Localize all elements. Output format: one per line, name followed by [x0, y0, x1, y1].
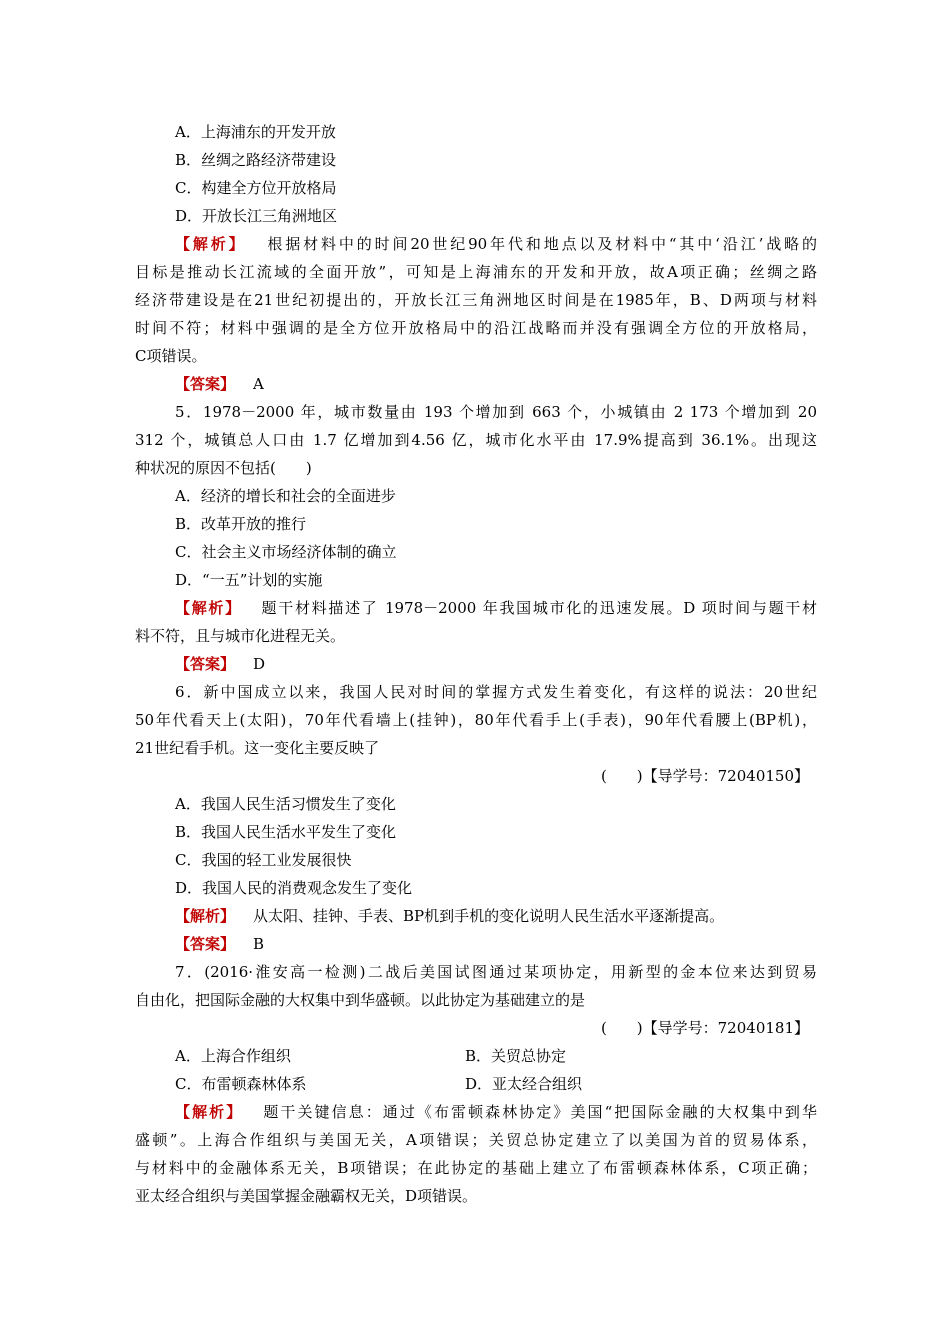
- q7-options-row: [135, 1042, 817, 1070]
- q4-analysis-line: 时间不符；材料中强调的是全方位开放格局中的沿江战略而并没有强调全方位的开放格局，: [135, 319, 817, 337]
- q6-analysis-first-line: [135, 902, 817, 930]
- q6-option-c: C．我国的轻工业发展很快: [175, 851, 352, 869]
- analysis-label: 【解析】: [175, 907, 236, 925]
- analysis-label: 【解析】: [175, 599, 242, 617]
- q4-option-a: A．上海浦东的开发开放: [175, 123, 336, 141]
- q5-option-d: D．“一五”计划的实施: [175, 571, 323, 589]
- q5-option-a: A．经济的增长和社会的全面进步: [175, 487, 396, 505]
- q6-answer: [135, 930, 817, 958]
- q5-option-c: C．社会主义市场经济体制的确立: [175, 543, 397, 561]
- q4-analysis-line: C项错误。: [135, 347, 207, 365]
- q5-stem-line: 5．1978－2000 年，城市数量由 193 个增加到 663 个，小城镇由 2 173 个增加到 20: [175, 403, 817, 421]
- q7-analysis-line: 与材料中的金融体系无关，B项错误；在此协定的基础上建立了布雷顿森林体系，C项正确；: [135, 1159, 817, 1177]
- q7-stem-line: 7．(2016·淮安高一检测)二战后美国试图通过某项协定，用新型的金本位来达到贸易: [175, 963, 817, 981]
- document-page: [135, 118, 817, 1210]
- q4-option-c: C．构建全方位开放格局: [175, 179, 337, 197]
- q6-option-a: A．我国人民生活习惯发生了变化: [175, 795, 396, 813]
- q7-option-d: D．亚太经合组织: [465, 1075, 583, 1093]
- q5-stem-line: 312 个，城镇总人口由 1.7 亿增加到4.56 亿，城市化水平由 17.9%提高到 36.1%。出现这: [135, 431, 817, 449]
- q5-analysis-line: 料不符，且与城市化进程无关。: [135, 627, 346, 645]
- answer-label: 【答案】: [175, 935, 236, 953]
- q7-analysis-line: 亚太经合组织与美国掌握金融霸权无关，D项错误。: [135, 1187, 478, 1205]
- answer-label: 【答案】: [175, 375, 236, 393]
- q6-stem-line: 6．新中国成立以来，我国人民对时间的掌握方式发生着变化，有这样的说法：20世纪: [175, 683, 817, 701]
- q5-answer-value: D: [253, 655, 266, 673]
- q6-option-d: D．我国人民的消费观念发生了变化: [175, 879, 413, 897]
- q7-option-b: B．关贸总协定: [465, 1047, 567, 1065]
- q4-option-b: B．丝绸之路经济带建设: [175, 151, 337, 169]
- q4-option-d: D．开放长江三角洲地区: [175, 207, 338, 225]
- q7-option-c: C．布雷顿森林体系: [175, 1075, 307, 1093]
- q6-analysis-text: 从太阳、挂钟、手表、BP机到手机的变化说明人民生活水平逐渐提高。: [253, 907, 725, 925]
- q7-analysis-first-line: [135, 1098, 817, 1126]
- q7-options-row: [135, 1070, 817, 1098]
- q4-analysis-line: 目标是推动长江流域的全面开放”，可知是上海浦东的开发和开放，故A项正确；丝绸之路: [135, 263, 817, 281]
- q4-analysis-line: 经济带建设是在21世纪初提出的，开放长江三角洲地区时间是在1985年，B、D两项与材料: [135, 291, 817, 309]
- q5-option-b: B．改革开放的推行: [175, 515, 307, 533]
- q6-stem-line: 21世纪看手机。这一变化主要反映了: [135, 739, 380, 757]
- analysis-label: 【解析】: [175, 235, 247, 253]
- q7-option-a: A．上海合作组织: [175, 1047, 291, 1065]
- q4-answer: [135, 370, 817, 398]
- q5-analysis-first-line: [135, 594, 817, 622]
- q7-bracket-and-guide-number: ( )【导学号：72040181】: [600, 1019, 809, 1037]
- q7-analysis-text: 题干关键信息：通过《布雷顿森林协定》美国“把国际金融的大权集中到华: [261, 1103, 817, 1121]
- q7-analysis-line: 盛顿”。上海合作组织与美国无关，A项错误；关贸总协定建立了以美国为首的贸易体系，: [135, 1131, 817, 1149]
- q6-option-b: B．我国人民生活水平发生了变化: [175, 823, 397, 841]
- q6-bracket-and-guide-number: ( )【导学号：72040150】: [600, 767, 809, 785]
- q6-stem-line: 50年代看天上(太阳)，70年代看墙上(挂钟)，80年代看手上(手表)，90年代看腰上(BP机)，: [135, 711, 817, 729]
- q4-analysis-first-line: [135, 230, 817, 258]
- q7-stem-line: 自由化，把国际金融的大权集中到华盛顿。以此协定为基础建立的是: [135, 991, 586, 1009]
- q5-answer: [135, 650, 817, 678]
- q6-answer-value: B: [253, 935, 265, 953]
- q5-analysis-text: 题干材料描述了 1978－2000 年我国城市化的迅速发展。D 项时间与题干材: [259, 599, 817, 617]
- analysis-label: 【解析】: [175, 1103, 244, 1121]
- q5-stem-line: 种状况的原因不包括( ): [135, 459, 312, 477]
- q4-analysis-text: 根据材料中的时间20世纪90年代和地点以及材料中“其中‘沿江’战略的: [264, 235, 817, 253]
- q4-answer-value: A: [253, 375, 264, 393]
- answer-label: 【答案】: [175, 655, 236, 673]
